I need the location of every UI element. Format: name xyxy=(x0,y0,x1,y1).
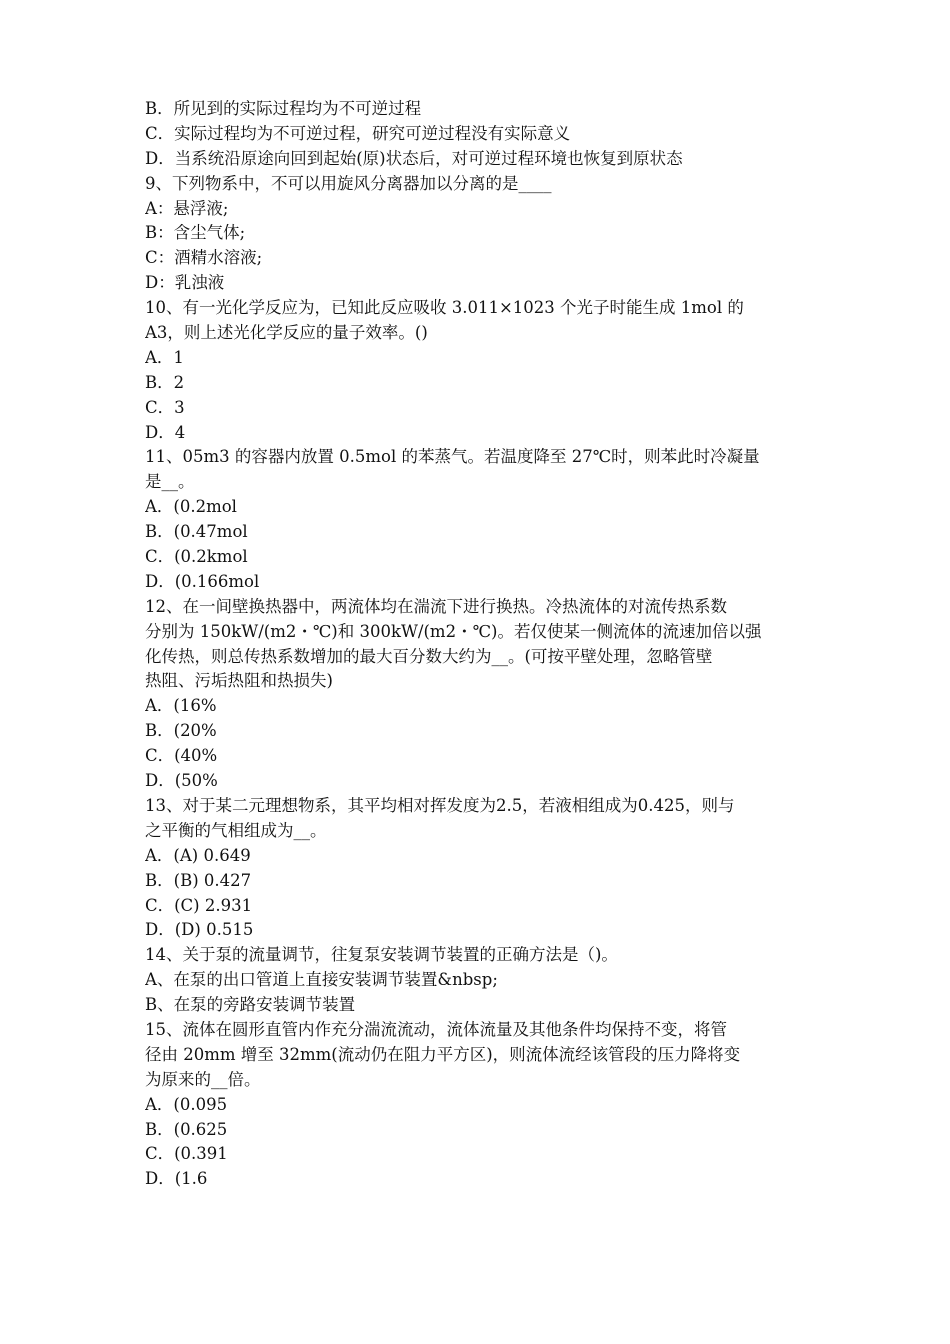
option-line: A、在泵的出口管道上直接安装调节装置&nbsp; xyxy=(145,970,498,990)
option-line: C．(40% xyxy=(145,746,218,766)
option-line: B、在泵的旁路安装调节装置 xyxy=(145,995,356,1015)
option-line: C．3 xyxy=(145,397,185,417)
option-line: B．(20% xyxy=(145,721,217,741)
question-15-cont: 径由 20mm 增至 32mm(流动仍在阻力平方区)，则流体流经该管段的压力降将变 xyxy=(145,1044,741,1064)
question-14: 14、关于泵的流量调节，往复泵安装调节装置的正确方法是（)。 xyxy=(145,945,618,965)
document-page xyxy=(145,97,815,1192)
option-line: B．(B) 0.427 xyxy=(145,870,252,890)
option-line: A．(16% xyxy=(145,696,217,716)
option-line: A：悬浮液; xyxy=(145,198,229,218)
question-15: 15、流体在圆形直管内作充分湍流流动，流体流量及其他条件均保持不变，将管 xyxy=(145,1019,727,1039)
option-line: C．(0.2kmol xyxy=(145,547,248,567)
option-line: D．当系统沿原途向回到起始(原)状态后，对可逆过程环境也恢复到原状态 xyxy=(145,148,683,168)
option-line: C：酒精水溶液; xyxy=(145,248,263,268)
option-line: D：乳浊液 xyxy=(145,273,225,293)
option-line: D．(1.6 xyxy=(145,1169,208,1189)
option-line: B．所见到的实际过程均为不可逆过程 xyxy=(145,99,422,118)
question-10: 10、有一光化学反应为，已知此反应吸收 3.011×1023 个光子时能生成 1mol 的 xyxy=(145,298,744,318)
option-line: D．4 xyxy=(145,422,186,442)
question-13: 13、对于某二元理想物系，其平均相对挥发度为2.5，若液相组成为0.425，则与 xyxy=(145,795,735,815)
option-line: D．(0.166mol xyxy=(145,571,260,591)
question-12-cont: 热阻、污垢热阻和热损失) xyxy=(145,671,333,691)
option-line: A．(0.2mol xyxy=(145,497,237,517)
option-line: C．实际过程均为不可逆过程，研究可逆过程没有实际意义 xyxy=(145,123,571,143)
option-line: A．(A) 0.649 xyxy=(145,845,251,865)
option-line: C．(0.391 xyxy=(145,1144,228,1164)
option-line: B．(0.625 xyxy=(145,1119,228,1139)
question-11: 11、05m3 的容器内放置 0.5mol 的苯蒸气。若温度降至 27℃时，则苯此时冷凝量 xyxy=(145,447,760,467)
question-9: 9、下列物系中，不可以用旋风分离器加以分离的是____ xyxy=(145,173,552,193)
option-line: A．(0.095 xyxy=(145,1094,228,1114)
question-15-cont: 为原来的__倍。 xyxy=(145,1069,261,1089)
option-line: A．1 xyxy=(145,347,184,367)
option-line: D．(50% xyxy=(145,771,218,791)
question-12-cont: 化传热，则总传热系数增加的最大百分数大约为__。(可按平壁处理，忽略管壁 xyxy=(145,646,713,666)
question-13-cont: 之平衡的气相组成为__。 xyxy=(145,820,327,840)
question-11-cont: 是__。 xyxy=(145,472,195,492)
question-10-cont: A3，则上述光化学反应的量子效率。() xyxy=(145,323,428,343)
option-line: B：含尘气体; xyxy=(145,223,246,243)
option-line: B．(0.47mol xyxy=(145,522,248,542)
question-12-cont: 分别为 150kW/(m2・℃)和 300kW/(m2・℃)。若仅使某一侧流体的流速加倍以强 xyxy=(145,621,762,641)
option-line: B．2 xyxy=(145,372,185,392)
option-line: C．(C) 2.931 xyxy=(145,895,253,915)
option-line: D．(D) 0.515 xyxy=(145,920,254,940)
question-12: 12、在一间壁换热器中，两流体均在湍流下进行换热。冷热流体的对流传热系数 xyxy=(145,596,727,616)
